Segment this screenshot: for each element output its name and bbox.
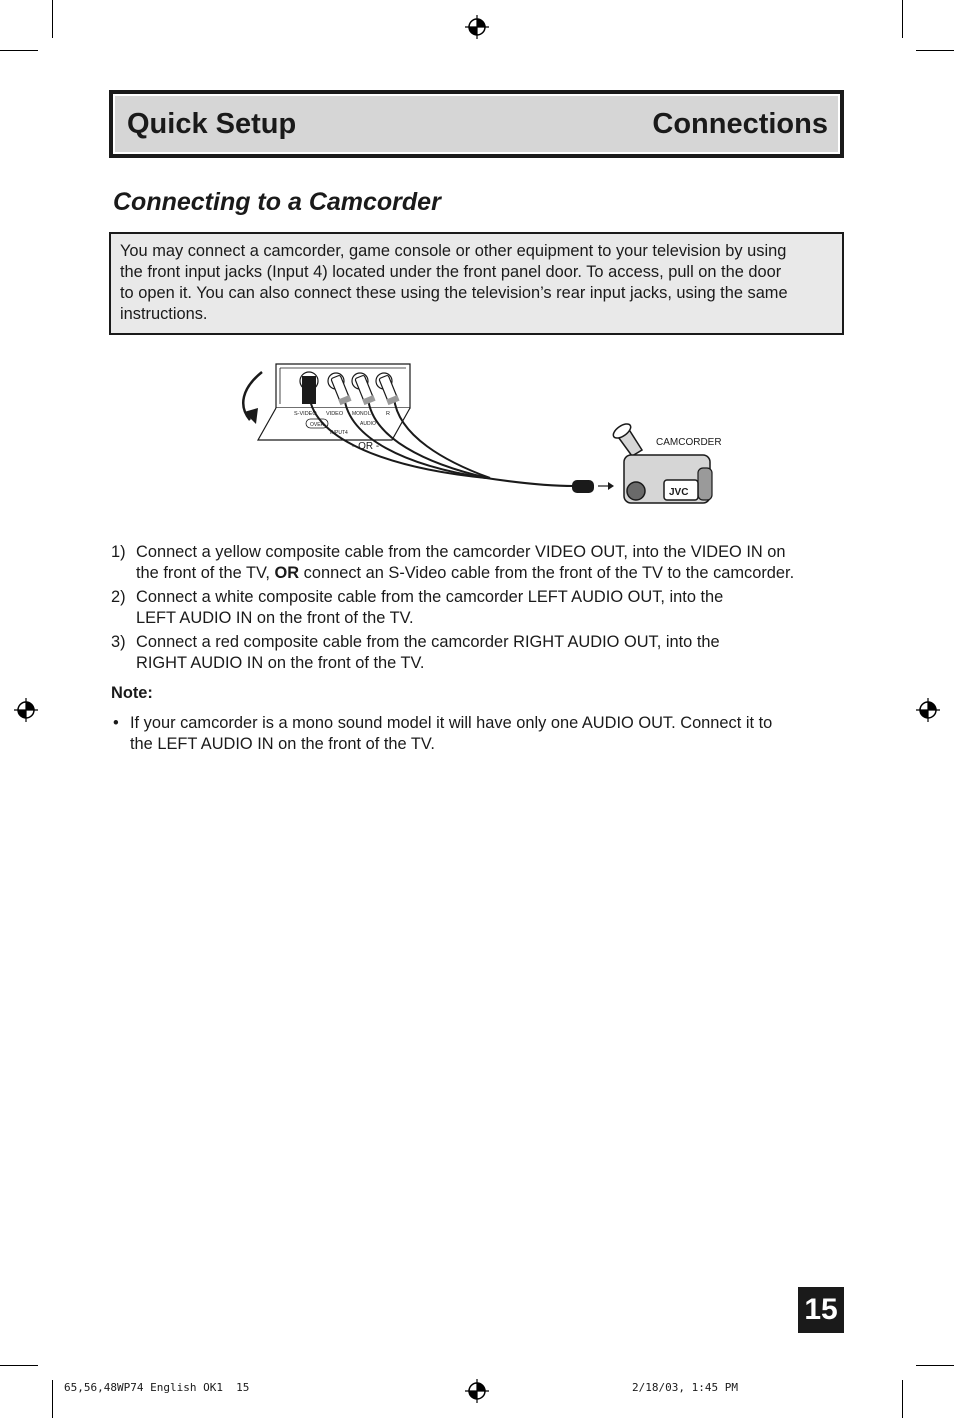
over-label: OVER <box>310 422 325 428</box>
note-heading: Note: <box>111 684 153 702</box>
step-text: RIGHT AUDIO IN on the front of the TV. <box>136 654 425 672</box>
intro-box <box>109 232 844 335</box>
note-text: If your camcorder is a mono sound model it will have only one AUDIO OUT. Connect it to <box>130 714 773 732</box>
step-text: LEFT AUDIO IN on the front of the TV. <box>136 609 414 627</box>
camcorder-icon <box>611 421 712 503</box>
input-label: INPUT4 <box>330 430 348 436</box>
connection-diagram <box>236 358 736 510</box>
door-arrow-icon <box>243 372 262 424</box>
l-label: L <box>368 411 372 417</box>
intro-line: the front input jacks (Input 4) located under the front panel door. To access, pull on the door <box>120 263 782 281</box>
crop-mark <box>902 1380 903 1418</box>
step-number: 1) <box>111 543 126 561</box>
intro-line: to open it. You can also connect these using the television’s rear input jacks, using the same <box>120 284 788 302</box>
footer-timestamp: 2/18/03, 1:45 PM <box>632 1381 738 1394</box>
mono-label: MONO <box>352 411 368 417</box>
steps-list <box>111 542 851 677</box>
list-item <box>111 632 851 674</box>
list-item <box>111 542 851 584</box>
crop-mark <box>0 50 38 51</box>
brand-logo: JVC <box>669 487 689 498</box>
page-header <box>109 90 844 158</box>
note-bullet <box>111 713 860 755</box>
crop-mark <box>0 1365 38 1366</box>
camcorder-label: CAMCORDER <box>656 437 722 448</box>
section-title: Connecting to a Camcorder <box>113 188 441 216</box>
registration-mark-icon <box>13 697 39 723</box>
registration-mark-icon <box>464 14 490 40</box>
step-text: Connect a white composite cable from the camcorder LEFT AUDIO OUT, into the <box>136 588 724 606</box>
crop-mark <box>902 0 903 38</box>
intro-line: You may connect a camcorder, game console or other equipment to your television by using <box>120 242 787 260</box>
step-text: the front of the TV, OR connect an S-Video cable from the front of the TV to the camcorder. <box>136 564 795 582</box>
list-item <box>111 587 851 629</box>
registration-mark-icon <box>464 1378 490 1404</box>
header-title-left: Quick Setup <box>127 108 297 140</box>
crop-mark <box>916 50 954 51</box>
header-title-right: Connections <box>652 108 828 140</box>
intro-line: instructions. <box>120 305 208 323</box>
note-text: the LEFT AUDIO IN on the front of the TV. <box>130 735 435 753</box>
registration-mark-icon <box>915 697 941 723</box>
page-number: 15 <box>798 1287 844 1333</box>
crop-mark <box>916 1365 954 1366</box>
svideo-label: S-VIDEO <box>294 411 317 417</box>
r-label: R <box>386 411 390 417</box>
step-text: Connect a yellow composite cable from the camcorder VIDEO OUT, into the VIDEO IN on <box>136 543 786 561</box>
crop-mark <box>52 0 53 38</box>
step-text: Connect a red composite cable from the camcorder RIGHT AUDIO OUT, into the <box>136 633 720 651</box>
video-label: VIDEO <box>326 411 344 417</box>
bullet-icon: • <box>113 714 119 732</box>
audio-label: AUDIO <box>360 421 376 427</box>
step-number: 3) <box>111 633 126 651</box>
or-label: - OR - <box>352 441 380 452</box>
footer-file-info: 65,56,48WP74 English OK1 15 <box>64 1381 250 1394</box>
crop-mark <box>52 1380 53 1418</box>
step-number: 2) <box>111 588 126 606</box>
